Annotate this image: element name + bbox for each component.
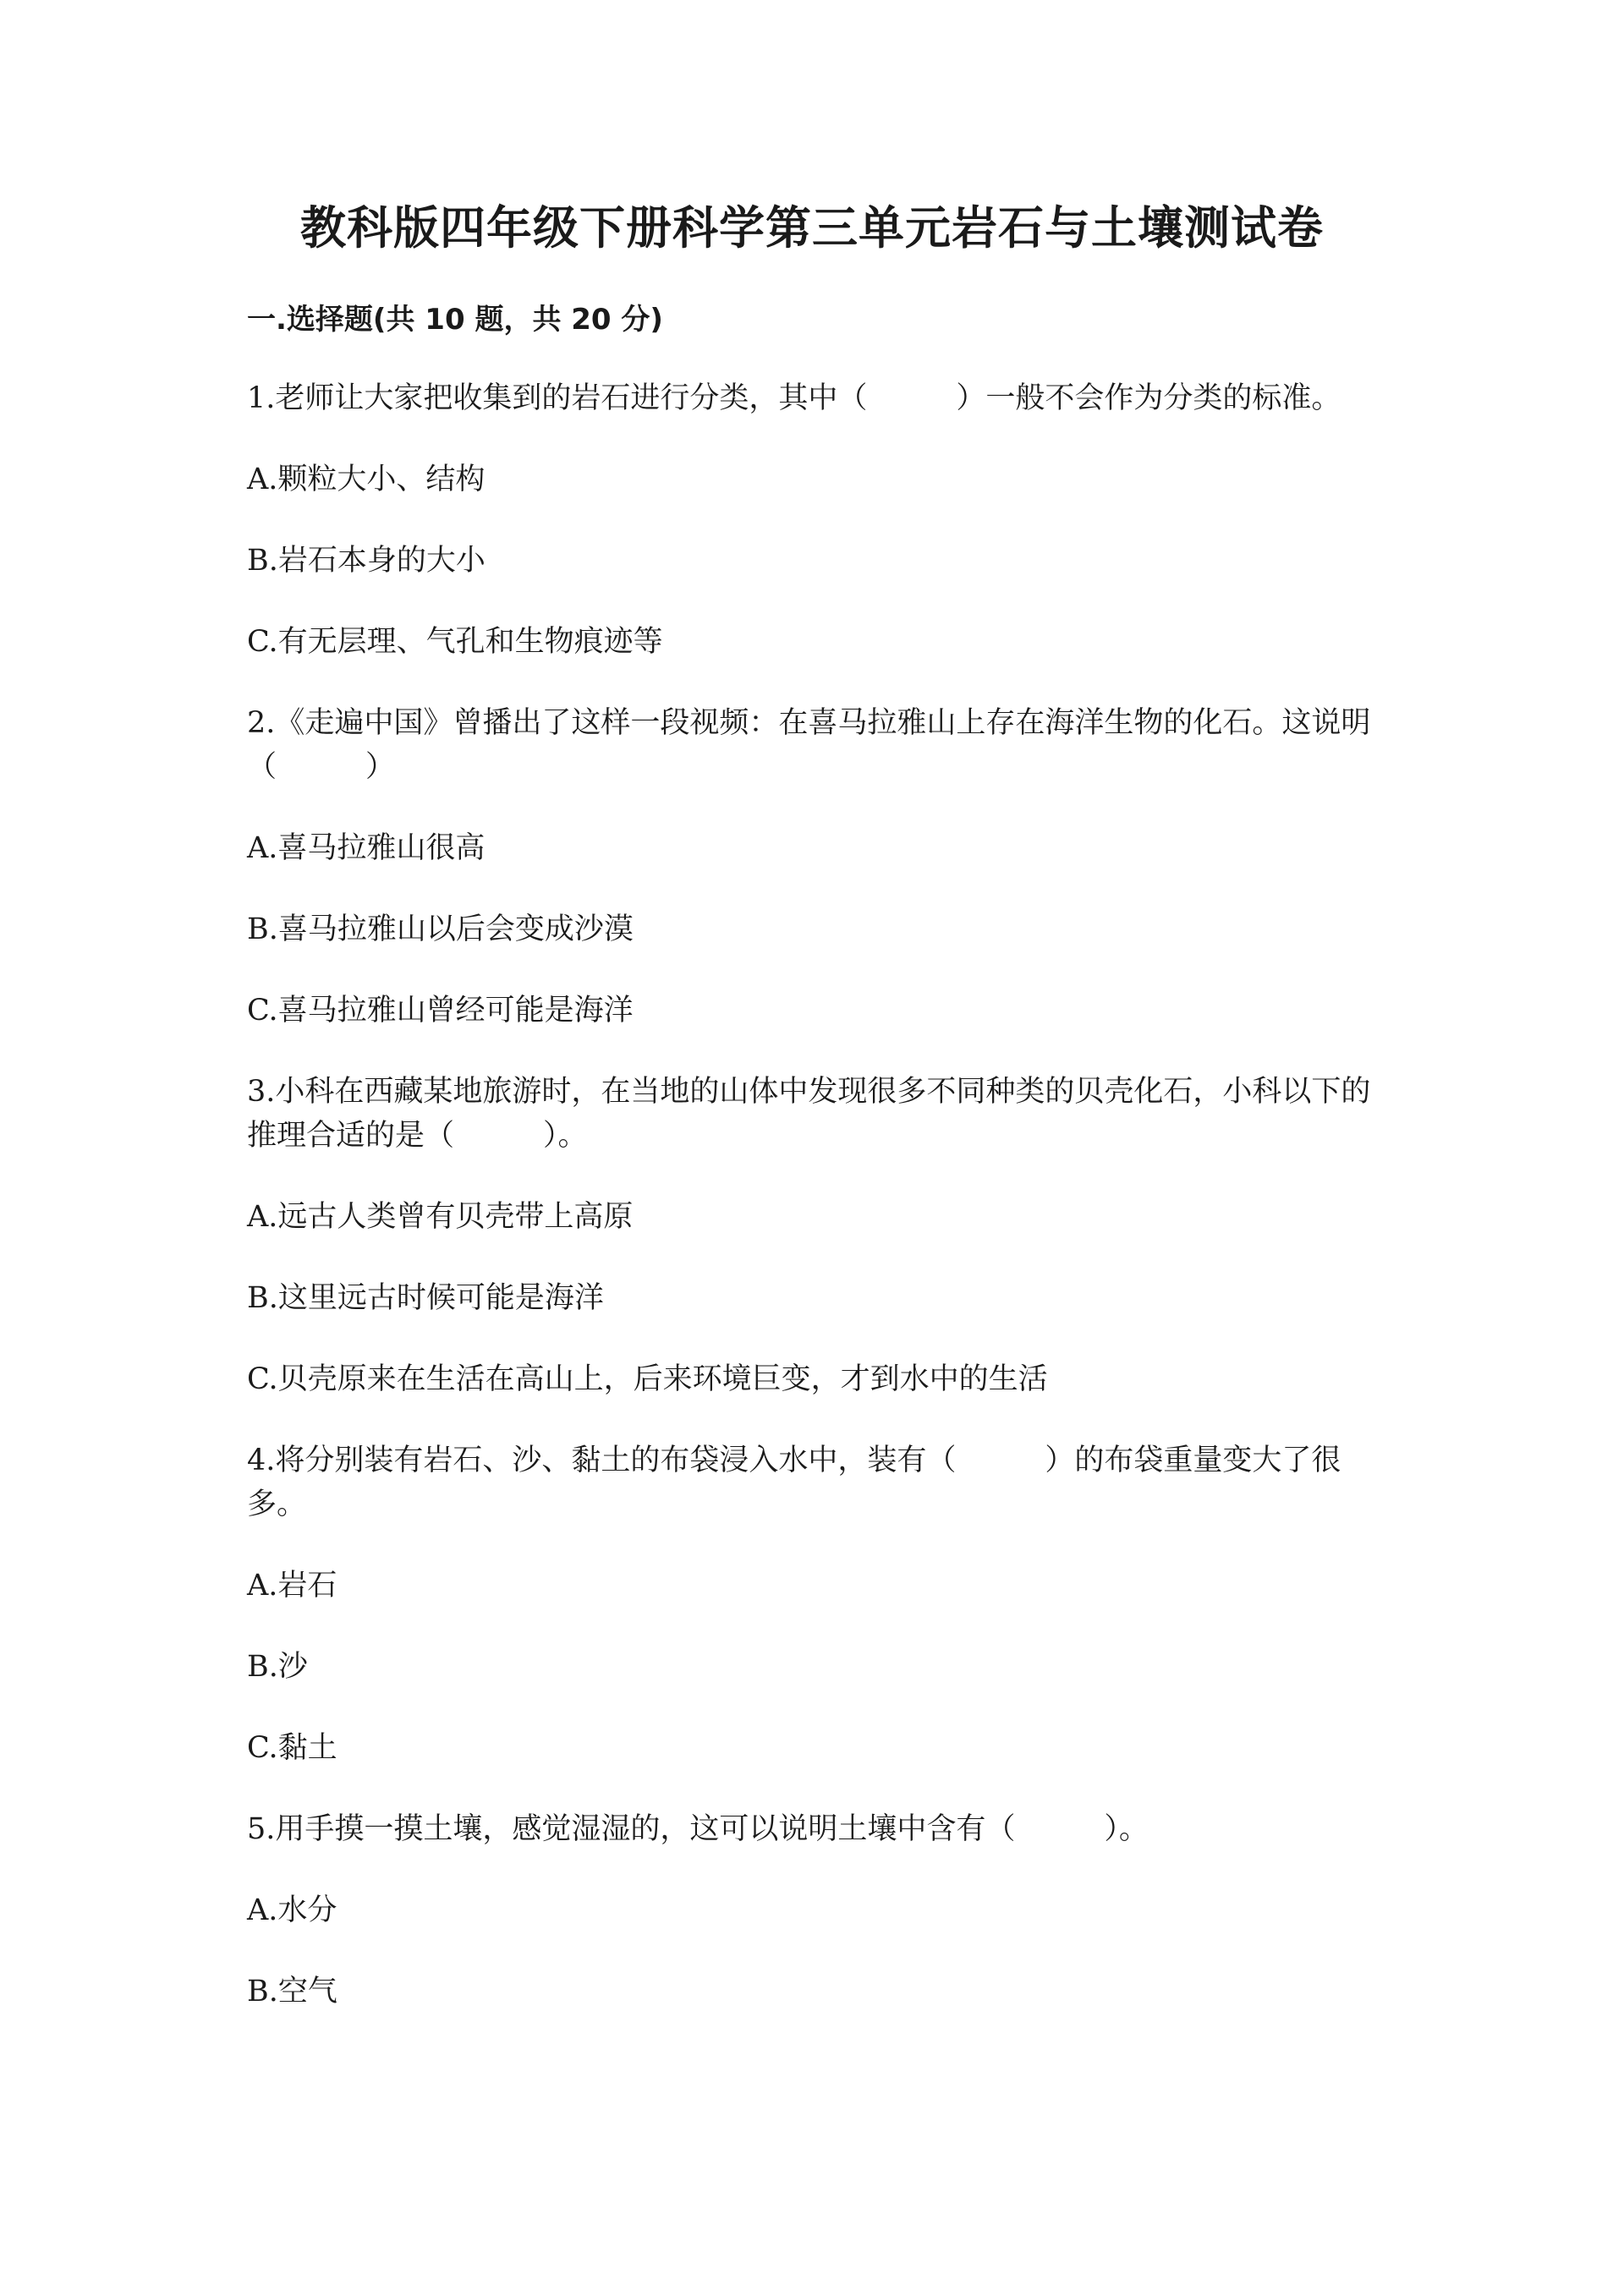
question-text: 2.《走遍中国》曾播出了这样一段视频：在喜马拉雅山上存在海洋生物的化石。这说明（ ） <box>247 706 1371 784</box>
question-text: 5.用手摸一摸土壤，感觉湿湿的，这可以说明土壤中含有（ ）。 <box>247 1812 1149 1846</box>
option-a: A.喜马拉雅山很高 <box>247 831 486 865</box>
option-c: C.喜马拉雅山曾经可能是海洋 <box>247 994 634 1027</box>
option-c: C.有无层理、气孔和生物痕迹等 <box>247 625 663 659</box>
question-text: 4.将分别装有岩石、沙、黏土的布袋浸入水中，装有（ ）的布袋重量变大了很多。 <box>247 1444 1341 1521</box>
question-3 <box>247 1070 1380 1401</box>
question-4 <box>247 1438 1380 1770</box>
question-5 <box>247 1807 1380 2014</box>
option-a: A.远古人类曾有贝壳带上高原 <box>247 1200 634 1234</box>
option-c: C.黏土 <box>247 1731 337 1765</box>
question-2 <box>247 701 1380 1033</box>
option-b: B.喜马拉雅山以后会变成沙漠 <box>247 912 634 946</box>
section-heading: 一.选择题(共 10 题，共 20 分) <box>247 303 663 337</box>
option-b: B.这里远古时候可能是海洋 <box>247 1281 604 1315</box>
page-title: 教科版四年级下册科学第三单元岩石与土壤测试卷 <box>300 201 1324 255</box>
option-c: C.贝壳原来在生活在高山上，后来环境巨变，才到水中的生活 <box>247 1362 1048 1396</box>
option-a: A.颗粒大小、结构 <box>247 463 486 496</box>
question-list <box>247 376 1380 2051</box>
question-text: 3.小科在西藏某地旅游时，在当地的山体中发现很多不同种类的贝壳化石，小科以下的推理合适的是（ ）。 <box>247 1075 1371 1153</box>
option-b: B.沙 <box>247 1650 308 1684</box>
question-text: 1.老师让大家把收集到的岩石进行分类，其中（ ）一般不会作为分类的标准。 <box>247 381 1341 415</box>
option-a: A.水分 <box>247 1893 337 1927</box>
option-a: A.岩石 <box>247 1569 337 1603</box>
question-1 <box>247 376 1380 664</box>
option-b: B.空气 <box>247 1975 337 2008</box>
option-b: B.岩石本身的大小 <box>247 544 486 578</box>
